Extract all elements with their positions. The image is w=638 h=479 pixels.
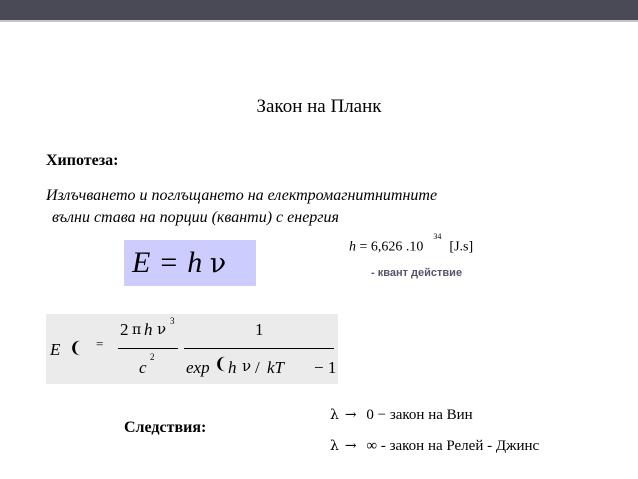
- planck-constant-symbol: h: [349, 239, 356, 255]
- top-bar-accent: [0, 20, 638, 22]
- formula-bracket-left: ❨: [69, 340, 83, 357]
- separator: -: [380, 438, 386, 454]
- formula-kt: kT: [267, 358, 284, 377]
- formula-exp: exp: [186, 358, 210, 377]
- consequence-wien: [330, 407, 473, 424]
- limit-value: 0: [366, 407, 374, 423]
- formula-one: 1: [255, 320, 264, 339]
- hypothesis-label: Хипотеза:: [46, 152, 119, 169]
- formula-pi: π: [132, 322, 142, 338]
- separator: −: [377, 407, 387, 423]
- arrow-icon: →: [344, 438, 357, 454]
- law-name: закон на Релей - Джинс: [389, 438, 540, 454]
- consequence-rayleigh-jeans: [330, 438, 539, 455]
- planck-constant-exponent: 34: [433, 232, 442, 241]
- energy-symbol: E: [132, 246, 151, 279]
- formula-c: c: [139, 358, 147, 377]
- planck-constant-eq: =: [359, 239, 368, 255]
- formula-lhs: E: [50, 340, 61, 359]
- top-bar: [0, 0, 638, 20]
- equals-sign: =: [160, 246, 178, 279]
- formula-pow3: 3: [170, 316, 175, 326]
- consequences-label: Следствия:: [124, 419, 207, 436]
- planck-h: h: [187, 246, 203, 279]
- hypothesis-line-2: вълни става на порции (кванти) с енергия: [52, 209, 339, 226]
- formula-h: h: [144, 320, 153, 339]
- hypothesis-line-1: Излъчването и поглъщането на електромагнитнитните: [46, 187, 438, 204]
- formula-coef: 2: [120, 320, 129, 339]
- planck-constant-unit: [J.s]: [449, 239, 474, 255]
- formula-eq: =: [96, 336, 104, 351]
- limit-value: ∞: [366, 438, 378, 454]
- formula-bracket-right: ❨: [214, 356, 228, 373]
- planck-constant-value: 6,626 .10: [370, 239, 424, 255]
- formula-nu2: ν: [242, 357, 252, 375]
- hypothesis-text: [46, 185, 586, 229]
- slide-title: Закон на Планк: [256, 96, 382, 117]
- planck-formula: [46, 314, 338, 384]
- planck-constant: [349, 232, 474, 256]
- formula-h2: h: [228, 358, 237, 377]
- quantum-action-label: - квант действие: [371, 267, 463, 279]
- fraction-line-right: [184, 348, 334, 349]
- formula-slash: /: [255, 358, 260, 377]
- lambda-symbol: λ: [330, 438, 339, 454]
- arrow-icon: →: [344, 407, 357, 423]
- formula-nu: ν: [157, 320, 167, 338]
- formula-minus-one: − 1: [314, 358, 337, 377]
- energy-equation: [124, 240, 256, 286]
- law-name: закон на Вин: [389, 407, 473, 423]
- lambda-symbol: λ: [330, 407, 339, 423]
- frequency-nu: ν: [209, 248, 227, 279]
- fraction-line-left: [118, 348, 178, 349]
- formula-pow2: 2: [150, 352, 155, 362]
